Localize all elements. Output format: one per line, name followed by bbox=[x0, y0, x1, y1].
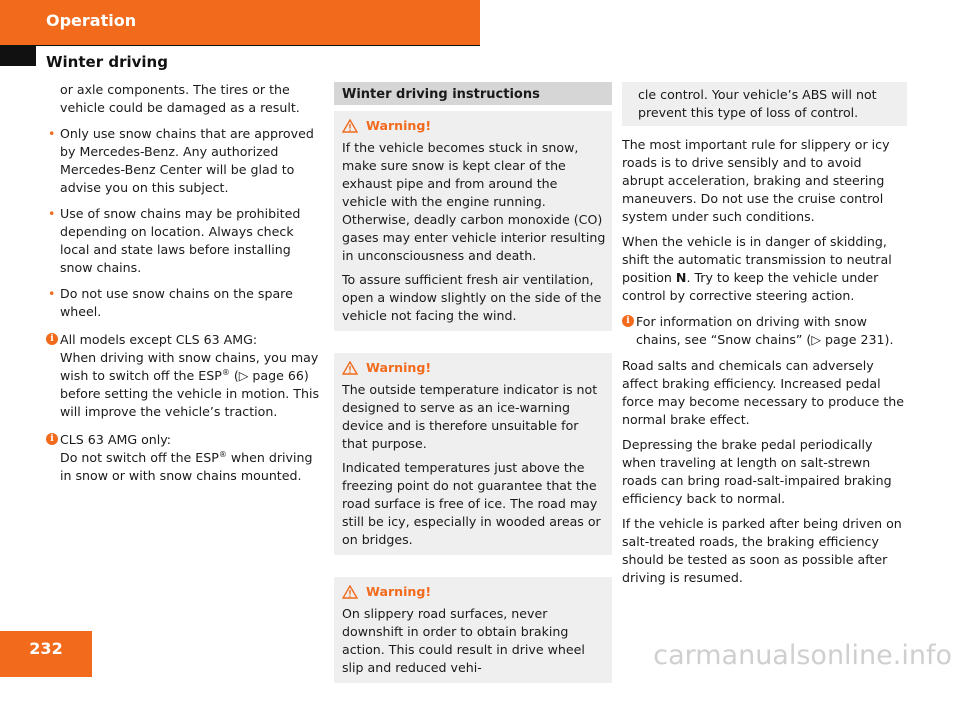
warning-text: Indicated temperatures just above the freezing point do not guarantee that the road surface is free of ice. The road may still be icy, especially in wooded areas or on bridges. bbox=[342, 460, 601, 547]
header-divider bbox=[0, 45, 480, 46]
warning-title: Warning! bbox=[342, 117, 606, 135]
paragraph: When the vehicle is in danger of skidding, shift the automatic transmission to neutral position N. Try to keep the vehicle under control by corrective steering action. bbox=[622, 234, 892, 303]
warning-title: Warning! bbox=[342, 583, 606, 601]
info-note bbox=[622, 313, 907, 349]
info-icon: i bbox=[46, 333, 58, 345]
paragraph: If the vehicle is parked after being driven on salt-treated roads, the braking efficiency should be tested as soon as possible after driving is resumed. bbox=[622, 516, 902, 585]
info-note-text: Do not switch off the ESP® when driving in snow or with snow chains mounted. bbox=[60, 449, 313, 483]
info-note bbox=[46, 431, 326, 485]
warning-triangle-icon bbox=[342, 585, 358, 599]
column-right bbox=[622, 82, 907, 594]
info-note-text: When driving with snow chains, you may wish to switch off the ESP® (▷ page 66) before setting the vehicle in motion. This will improve the vehicle’s traction. bbox=[60, 350, 320, 419]
page-subtitle: Winter driving bbox=[46, 53, 168, 71]
section-heading: Winter driving instructions bbox=[334, 82, 612, 105]
warning-box bbox=[334, 577, 612, 683]
paragraph: The most important rule for slippery or icy roads is to drive sensibly and to avoid abrupt acceleration, braking and steering maneuvers. Do not use the cruise control system under such conditions. bbox=[622, 137, 890, 224]
column-left bbox=[46, 81, 326, 495]
continued-text: or axle components. The tires or the vehicle could be damaged as a result. bbox=[60, 82, 300, 115]
warning-triangle-icon bbox=[342, 119, 358, 133]
info-icon: i bbox=[622, 315, 634, 327]
warning-box bbox=[334, 353, 612, 555]
watermark: carmanualsonline.info bbox=[653, 640, 952, 671]
info-note-heading: All models except CLS 63 AMG: bbox=[60, 332, 258, 347]
warning-box bbox=[334, 111, 612, 331]
page-number: 232 bbox=[29, 639, 63, 658]
info-note bbox=[46, 331, 326, 421]
column-middle bbox=[334, 82, 612, 705]
warning-triangle-icon bbox=[342, 361, 358, 375]
warning-text: If the vehicle becomes stuck in snow, make sure snow is kept clear of the exhaust pipe and from around the vehicle with the engine running. Otherwise, deadly carbon monoxide (CO) gases may enter vehicle interior resulting in unconsciousness and death. bbox=[342, 140, 606, 263]
list-item: • Do not use snow chains on the spare wheel. bbox=[46, 285, 326, 321]
warning-title: Warning! bbox=[342, 359, 606, 377]
header-tab-marker bbox=[0, 45, 36, 66]
list-item: • Use of snow chains may be prohibited depending on location. Always check local and state laws before installing snow chains. bbox=[46, 205, 326, 277]
warning-text: On slippery road surfaces, never downshift in order to obtain braking action. This could result in drive wheel slip and reduced vehi- bbox=[342, 606, 585, 675]
warning-text: cle control. Your vehicle’s ABS will not prevent this type of loss of control. bbox=[638, 87, 877, 120]
info-note-text: For information on driving with snow chains, see “Snow chains” (▷ page 231). bbox=[636, 314, 894, 347]
warning-text: To assure sufficient fresh air ventilation, open a window slightly on the side of the vehicle not facing the wind. bbox=[342, 272, 602, 323]
paragraph: Road salts and chemicals can adversely affect braking efficiency. Increased pedal force may become necessary to produce the normal brake effect. bbox=[622, 358, 904, 427]
paragraph: Depressing the brake pedal periodically when traveling at length on salt-strewn roads can bring road-salt-impaired braking efficiency back to normal. bbox=[622, 437, 892, 506]
info-icon: i bbox=[46, 433, 58, 445]
warning-box-continued bbox=[622, 82, 907, 126]
list-item: • Only use snow chains that are approved by Mercedes-Benz. Any authorized Mercedes-Benz Center will be glad to advise you on this subject. bbox=[46, 125, 326, 197]
warning-text: The outside temperature indicator is not designed to serve as an ice-warning device and is therefore unsuitable for that purpose. bbox=[342, 382, 598, 451]
section-title: Operation bbox=[46, 11, 137, 30]
info-note-heading: CLS 63 AMG only: bbox=[60, 432, 172, 447]
